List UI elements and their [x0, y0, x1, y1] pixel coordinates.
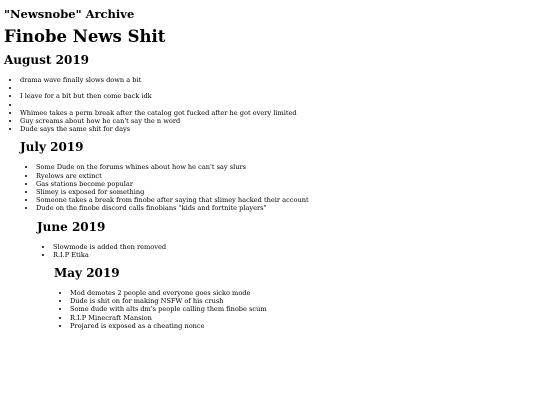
news-list [4, 76, 540, 133]
list-item: • Ryelows are extinct [36, 172, 540, 180]
section-june-2019 [37, 220, 540, 259]
list-item: • Slowmode is added then removed [53, 243, 540, 251]
news-list [20, 163, 540, 212]
list-item: • Some Dude on the forums whines about how he can't say slurs [36, 163, 540, 171]
section-july-2019 [20, 140, 540, 212]
list-item: • R.I.P Etika [53, 251, 540, 259]
list-item: • R.I.P Minecraft Mansion [70, 314, 540, 322]
list-item: • I leave for a bit but then come back idk [20, 92, 540, 100]
archive-title: "Newsnobe" Archive [4, 7, 135, 21]
list-item: • Guy screams about how he can't say the n word [20, 117, 540, 125]
list-item: • Dude says the same shit for days [20, 125, 540, 133]
list-item: • Dude on the finobe discord calls finobians "kids and fortnite players" [36, 204, 540, 212]
list-item: • Projared is exposed as a cheating nonce [70, 322, 540, 330]
section-title: June 2019 [37, 219, 106, 234]
list-item: • Some dude with alts dm's people calling them finobe scum [70, 305, 540, 313]
list-item [20, 101, 540, 109]
page-title: Finobe News Shit [4, 27, 166, 46]
list-item: • Whimee takes a perm break after the catalog got fucked after he got every limited [20, 109, 540, 117]
news-list [54, 289, 540, 330]
section-title: August 2019 [4, 53, 90, 67]
list-item: • Slimey is exposed for something [36, 188, 540, 196]
list-item: • Someone takes a break from finobe after saying that slimey hacked their account [36, 196, 540, 204]
section-title: May 2019 [54, 266, 120, 281]
section-may-2019 [54, 266, 540, 330]
list-item: • Mod demotes 2 people and everyone goes sicko mode [70, 289, 540, 297]
news-list [37, 243, 540, 259]
list-item [20, 84, 540, 92]
list-item: • Gas stations become popular [36, 180, 540, 188]
section-august-2019 [4, 53, 540, 133]
list-item: • Dude is shit on for making NSFW of his crush [70, 297, 540, 305]
list-item: • drama wave finally slows down a bit [20, 76, 540, 84]
section-title: July 2019 [20, 140, 84, 155]
